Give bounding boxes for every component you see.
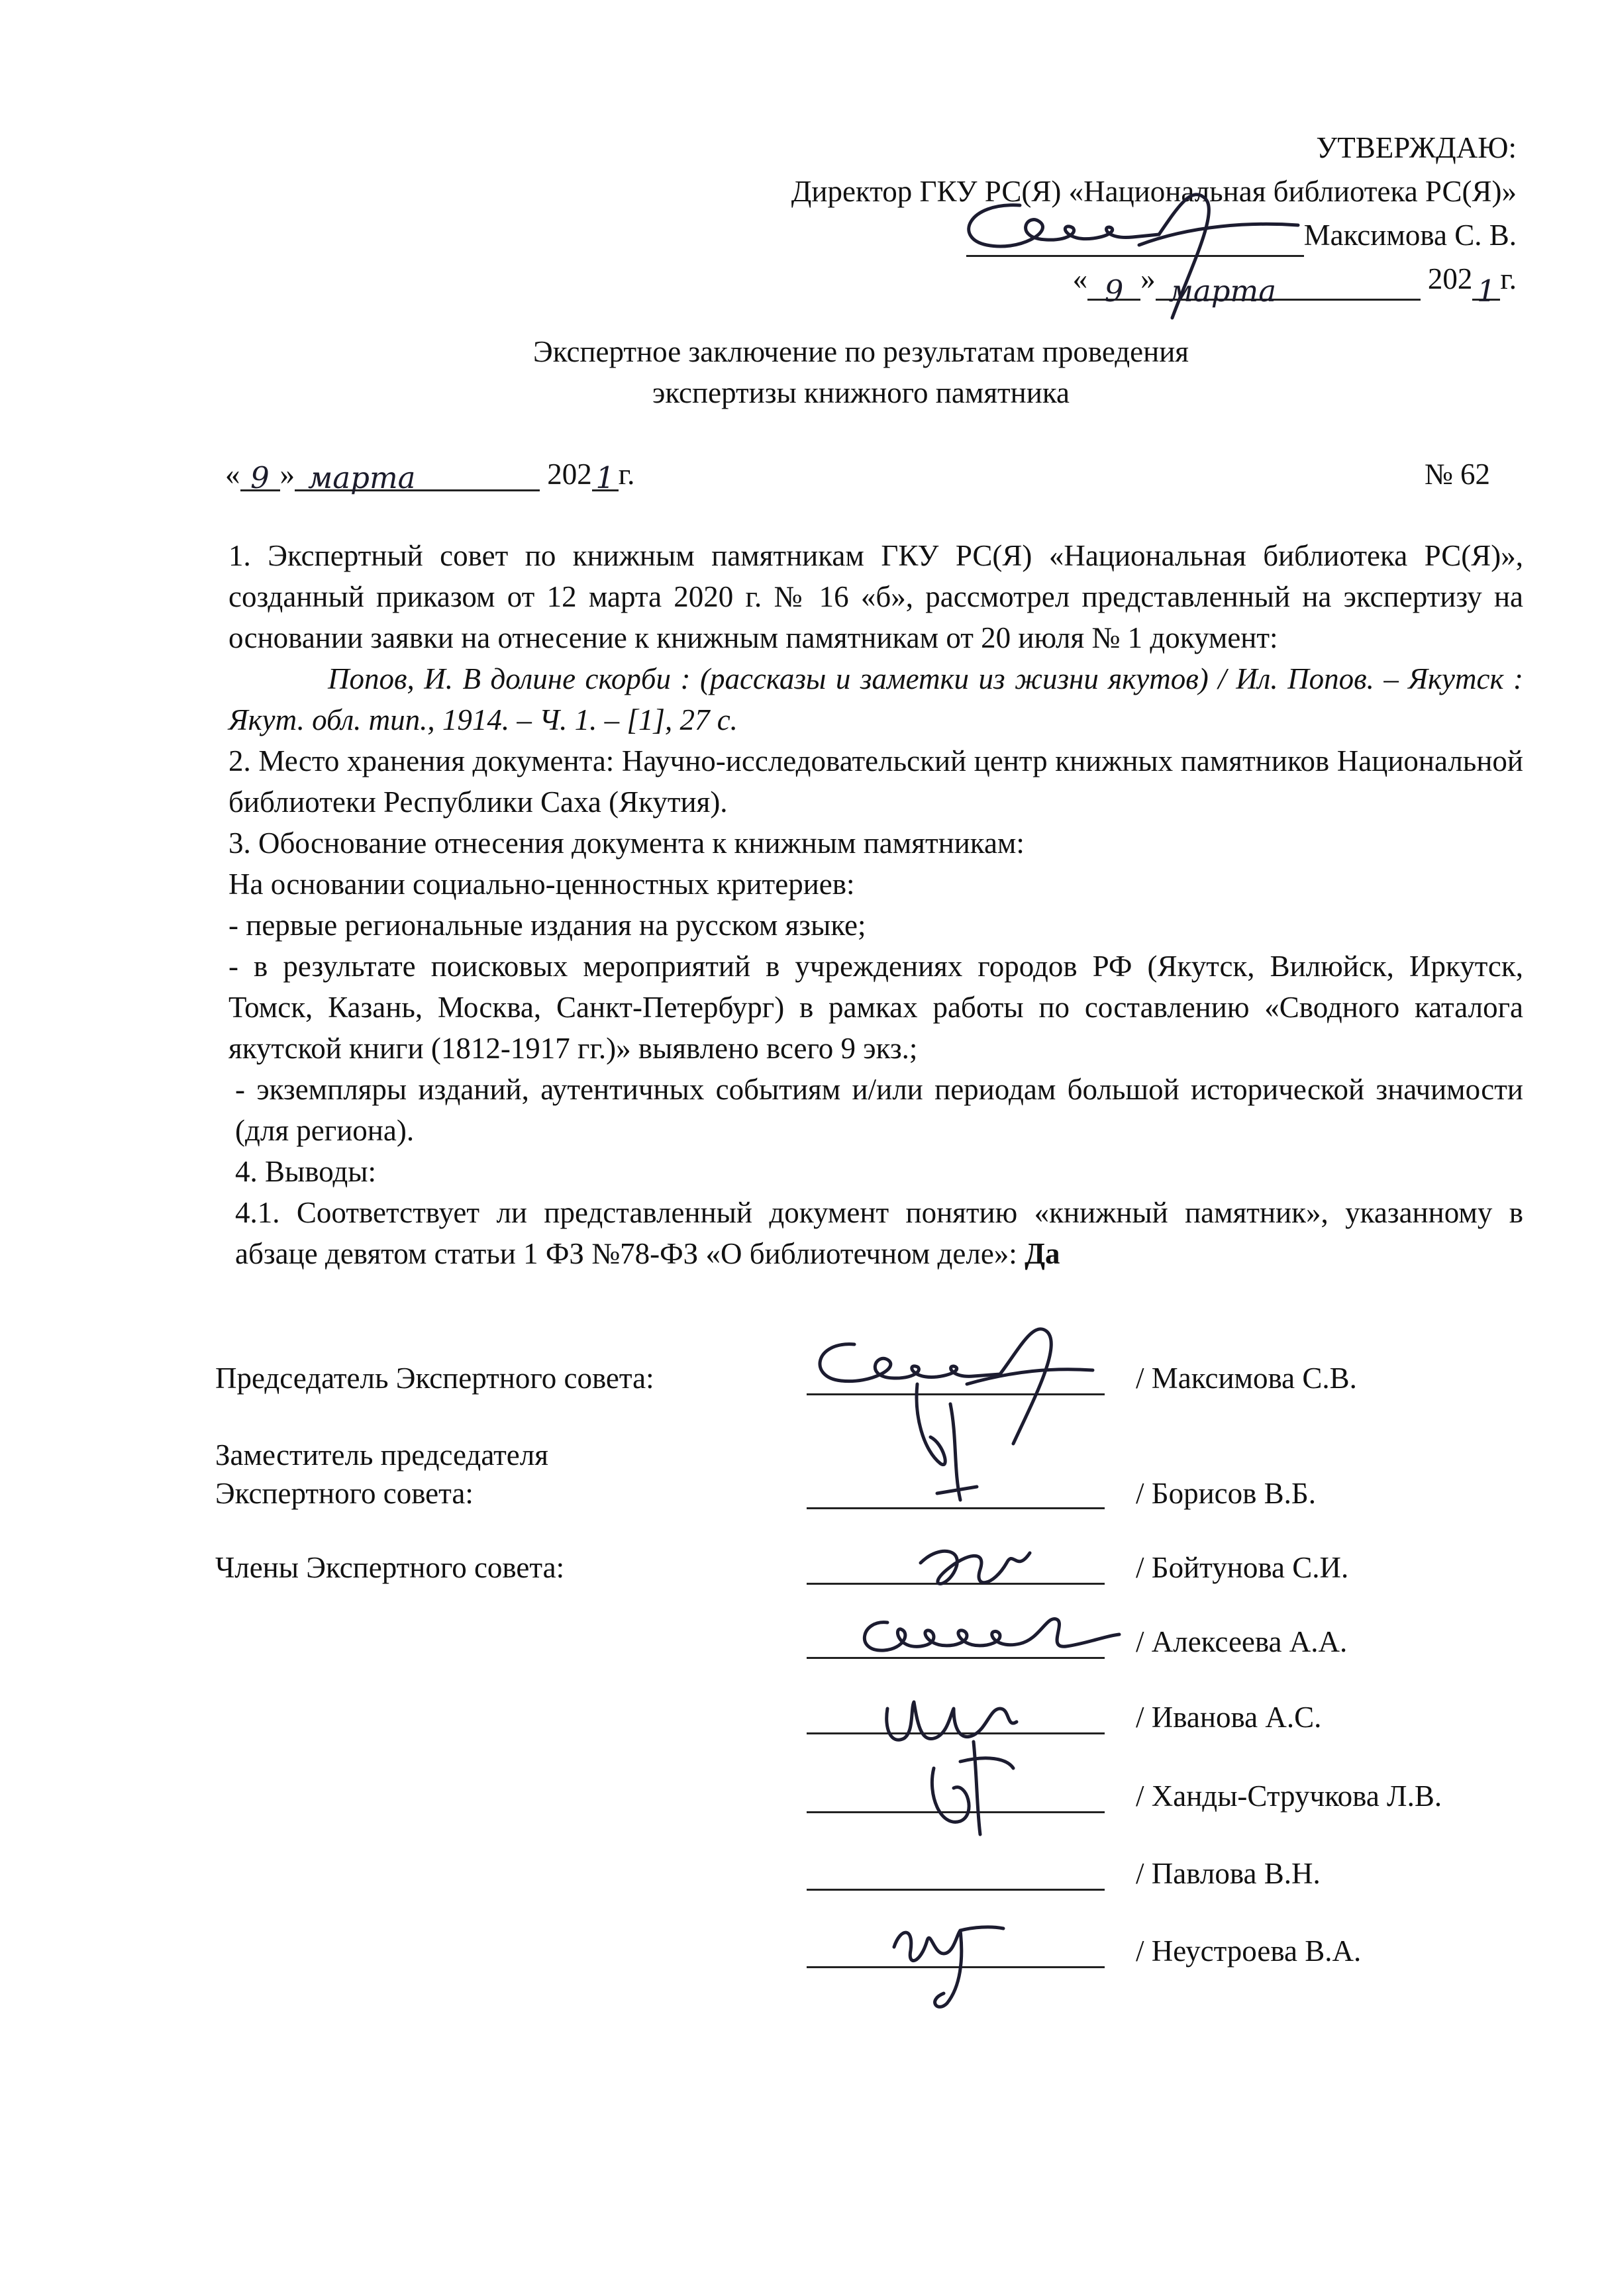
member-6-signature (881, 1901, 1013, 2013)
member-2-signature (848, 1603, 1126, 1669)
doc-date-day: 9 (240, 460, 280, 491)
deputy-name: / Борисов В.Б. (1136, 1477, 1316, 1510)
member-row-4 (215, 1777, 1540, 1823)
paragraph-4: 4. Выводы: (235, 1155, 377, 1188)
doc-date-year-prefix: 202 (547, 458, 592, 491)
deputy-signature (904, 1377, 997, 1510)
member-name: / Иванова А.С. (1136, 1701, 1322, 1734)
paragraph-3: 3. Обоснование отнесения документа к книжным памятникам: (228, 826, 1025, 860)
chair-name: / Максимова С.В. (1136, 1362, 1357, 1395)
document-number: № 62 (1424, 458, 1490, 491)
doc-date-year-digit: 1 (592, 460, 619, 491)
deputy-role (215, 1436, 778, 1513)
paragraph-4-1 (228, 1192, 1523, 1274)
document-title (397, 331, 1325, 413)
doc-date-mid: » (279, 458, 295, 491)
title-line-1: Экспертное заключение по результатам проведения (533, 335, 1189, 368)
member-row-6 (215, 1932, 1540, 1978)
paragraph-3d: - экземпляры изданий, аутентичных событиям и/или периодам большой исторической значимости (для региона). (235, 1073, 1523, 1147)
director-signature (940, 166, 1311, 338)
paragraph-1: 1. Экспертный совет по книжным памятникам ГКУ РС(Я) «Национальная библиотека РС(Я)», созданный приказом от 12 марта 2020 г. № 16 «б», рассмотрел представленный на экспертизу на основании заявки на отнесение к книжным памятникам от 20 июля № 1 документ: (228, 539, 1523, 654)
member-signature-line (807, 1889, 1105, 1891)
paragraph-2: 2. Место хранения документа: Научно-исследовательский центр книжных памятников Национальной библиотеки Республики Саха (Якутия). (228, 744, 1523, 819)
approval-date-day: 9 (1087, 270, 1140, 301)
approval-date-year-prefix: 202 (1427, 262, 1473, 295)
document-body (228, 535, 1523, 1274)
doc-date-month: марта (295, 460, 540, 491)
title-line-2: экспертизы книжного памятника (652, 376, 1070, 409)
chair-role: Председатель Экспертного совета: (215, 1362, 654, 1395)
approval-position: Директор ГКУ РС(Я) «Национальная библиотека РС(Я)» (791, 175, 1517, 208)
paragraph-4-1-answer: Да (1025, 1237, 1060, 1270)
member-row-1 (215, 1548, 1540, 1595)
member-row-5 (215, 1854, 1540, 1901)
member-name: / Неустроева В.А. (1136, 1934, 1362, 1968)
approval-name: Максимова С. В. (1303, 219, 1517, 252)
member-name: / Павлова В.Н. (1136, 1857, 1321, 1890)
member-name: / Алексеева А.А. (1136, 1625, 1348, 1658)
members-role: Члены Экспертного совета: (215, 1551, 565, 1584)
member-name: / Бойтунова С.И. (1136, 1551, 1349, 1584)
approval-heading: УТВЕРЖДАЮ: (1316, 131, 1517, 164)
deputy-role-line-2: Экспертного совета: (215, 1477, 474, 1510)
deputy-role-line-1: Заместитель председателя (215, 1438, 548, 1472)
approval-date-month: марта (1156, 270, 1421, 301)
doc-date-open: « (225, 458, 240, 491)
member-4-signature (914, 1728, 1020, 1841)
approval-date-open: « (1072, 262, 1088, 295)
document-date (225, 457, 635, 495)
paragraph-3a: На основании социально-ценностных критериев: (228, 868, 855, 901)
member-1-signature (907, 1523, 1040, 1603)
paragraph-3b: - первые региональные издания на русском языке; (228, 909, 866, 942)
member-name: / Ханды-Стручкова Л.В. (1136, 1779, 1442, 1813)
paragraph-4-1-text: 4.1. Соответствует ли представленный документ понятию «книжный памятник», указанному в абзаце девятом статьи 1 ФЗ №78-ФЗ «О библиотечном деле»: (235, 1196, 1523, 1270)
document-citation: Попов, И. В долине скорби : (рассказы и заметки из жизни якутов) / Ил. Попов. – Якутск : Якут. обл. тип., 1914. – Ч. 1. – [1], 27 с. (228, 662, 1523, 736)
approval-date-mid: » (1140, 262, 1156, 295)
approval-date-year-digit: 1 (1472, 270, 1500, 301)
deputy-row (215, 1436, 1540, 1515)
date-number-row (225, 457, 1490, 498)
paragraph-3c: - в результате поисковых мероприятий в учреждениях городов РФ (Якутск, Вилюйск, Иркутск, Томск, Казань, Москва, Санкт-Петербург) в рамках работы по составлению «Сводного каталога якутской книги (1812-1917 гг.)» выявлено всего 9 экз.; (228, 950, 1523, 1065)
approval-date-year-suffix: г. (1500, 262, 1517, 295)
doc-date-year-suffix: г. (618, 458, 635, 491)
